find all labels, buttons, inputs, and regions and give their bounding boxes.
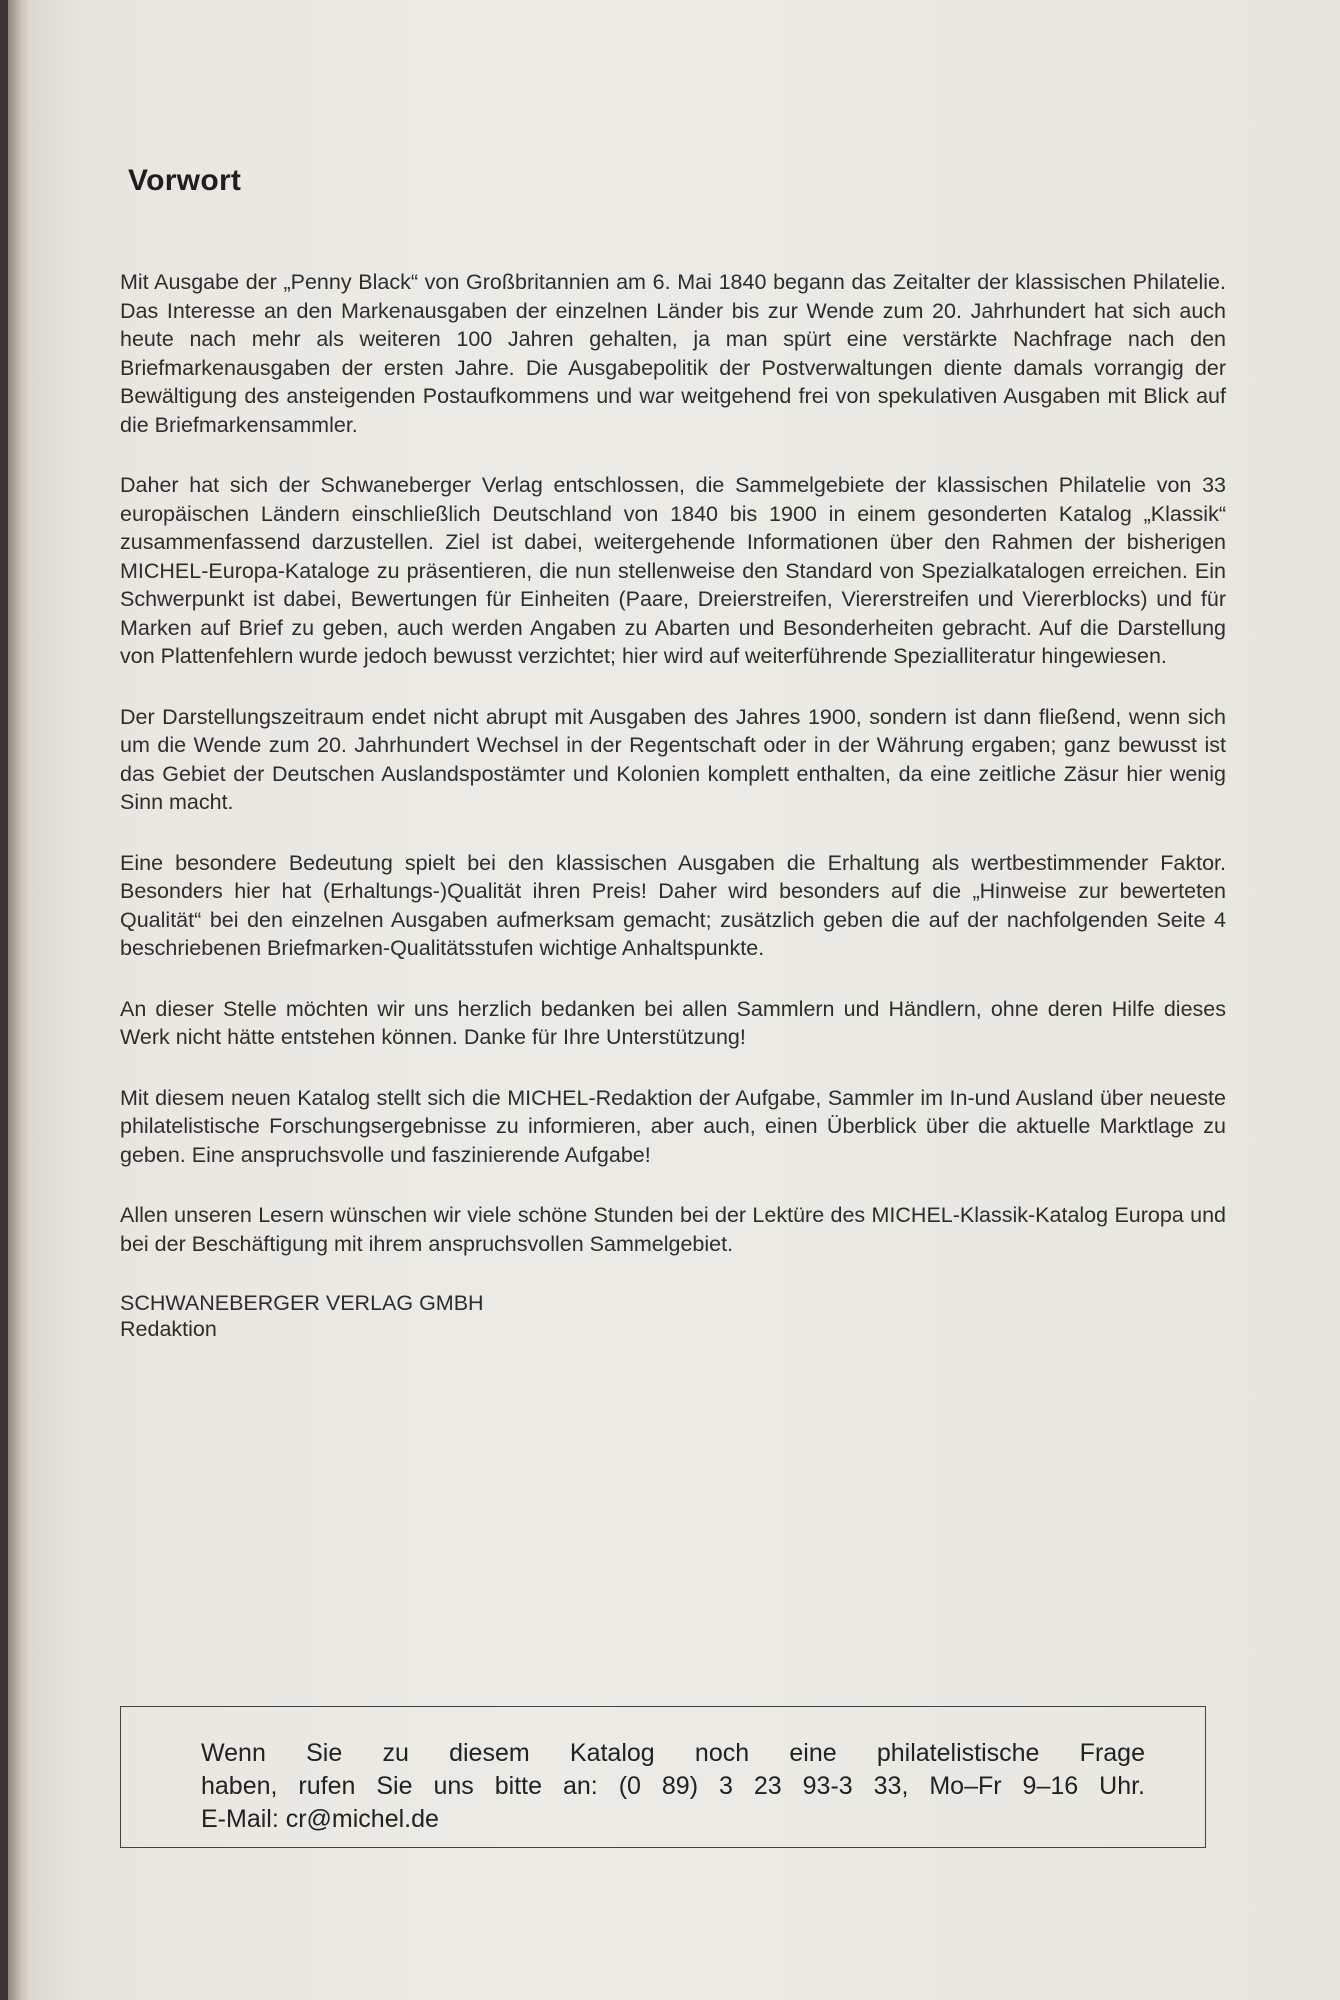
contact-email[interactable]: E-Mail: cr@michel.de bbox=[201, 1805, 439, 1833]
paragraph-3: Der Darstellungszeitraum endet nicht abrupt mit Ausgaben des Jahres 1900, sondern ist dann fließend, wenn sich um die Wende zum 20. Jahrhundert Wechsel in der Regentschaft oder in der Währung ergaben; ganz bewusst ist das Gebiet der Deutschen Auslandspostämter und Kolonien komplett enthalten, da eine zeitliche Zäsur hier wenig Sinn macht. bbox=[120, 704, 1226, 814]
contact-box bbox=[120, 1706, 1206, 1848]
paragraph-2: Daher hat sich der Schwaneberger Verlag entschlossen, die Sammelgebiete der klassischen Philatelie von 33 europäischen Ländern einschließlich Deutschland von 1840 bis 1900 in einem gesonderten Katalog „Klassik“ zusammenfassend darzustellen. Ziel ist dabei, weitergehende Informationen über den Rahmen der bisherigen MICHEL-Europa-Kataloge zu präsentieren, die nun stellenweise den Standard von Spezialkatalogen erreichen. Ein Schwerpunkt ist dabei, Bewertungen für Einheiten (Paare, Dreierstreifen, Viererstreifen und Viererblocks) und für Marken auf Brief zu geben, auch werden Angaben zu Abarten und Besonderheiten gebracht. Auf die Darstellung von Plattenfehlern wurde jedoch bewusst verzichtet; hier wird auf weiterführende Spezialliteratur hingewiesen. bbox=[120, 473, 1226, 668]
signature-company: SCHWANEBERGER VERLAG GMBH bbox=[120, 1291, 484, 1315]
book-spine-shadow bbox=[8, 0, 30, 2000]
signature-department: Redaktion bbox=[120, 1317, 217, 1341]
paragraph-4: Eine besondere Bedeutung spielt bei den klassischen Ausgaben die Erhaltung als wertbestimmender Faktor. Besonders hier hat (Erhaltungs-)Qualität ihren Preis! Daher wird besonders auf die „Hinweise zur bewerteten Qualität“ bei den einzelnen Ausgaben aufmerksam gemacht; zusätzlich geben die auf der nachfolgenden Seite 4 beschriebenen Briefmarken-Qualitätsstufen wichtige Anhaltspunkte. bbox=[120, 850, 1226, 960]
paragraph-5: An dieser Stelle möchten wir uns herzlich bedanken bei allen Sammlern und Händlern, ohne deren Hilfe dieses Werk nicht hätte entstehen können. Danke für Ihre Unterstützung! bbox=[120, 996, 1226, 1049]
foreword-section bbox=[120, 164, 1226, 1342]
paragraph-1: Mit Ausgabe der „Penny Black“ von Großbritannien am 6. Mai 1840 begann das Zeitalter der klassischen Philatelie. Das Interesse an den Markenausgaben der einzelnen Länder bis zur Wende zum 20. Jahrhundert hat sich auch heute nach mehr als weiteren 100 Jahren gehalten, ja man spürt eine verstärkte Nachfrage nach den Briefmarkenausgaben der ersten Jahre. Die Ausgabepolitik der Postverwaltungen diente damals vorrangig der Bewältigung des ansteigenden Postaufkommens und war weitgehend frei von spekulativen Ausgaben mit Blick auf die Briefmarkensammler. bbox=[120, 270, 1226, 437]
catalog-page bbox=[8, 0, 1340, 2000]
paragraph-7: Allen unseren Lesern wünschen wir viele schöne Stunden bei der Lektüre des MICHEL-Klassik-Katalog Europa und bei der Beschäftigung mit ihrem anspruchsvollen Sammelgebiet. bbox=[120, 1203, 1226, 1256]
contact-line-1: Wenn Sie zu diesem Katalog noch eine philatelistische Frage bbox=[201, 1739, 1145, 1767]
signature-block bbox=[120, 1290, 1226, 1342]
paragraph-6: Mit diesem neuen Katalog stellt sich die MICHEL-Redaktion der Aufgabe, Sammler im In-und Ausland über neueste philatelistische Forschungsergebnisse zu informieren, aber auch, einen Überblick über die aktuelle Marktlage zu geben. Eine anspruchsvolle und faszinierende Aufgabe! bbox=[120, 1085, 1226, 1167]
page-title: Vorwort bbox=[128, 164, 242, 197]
contact-line-2: haben, rufen Sie uns bitte an: (0 89) 3 23 93-3 33, Mo–Fr 9–16 Uhr. bbox=[201, 1772, 1145, 1800]
